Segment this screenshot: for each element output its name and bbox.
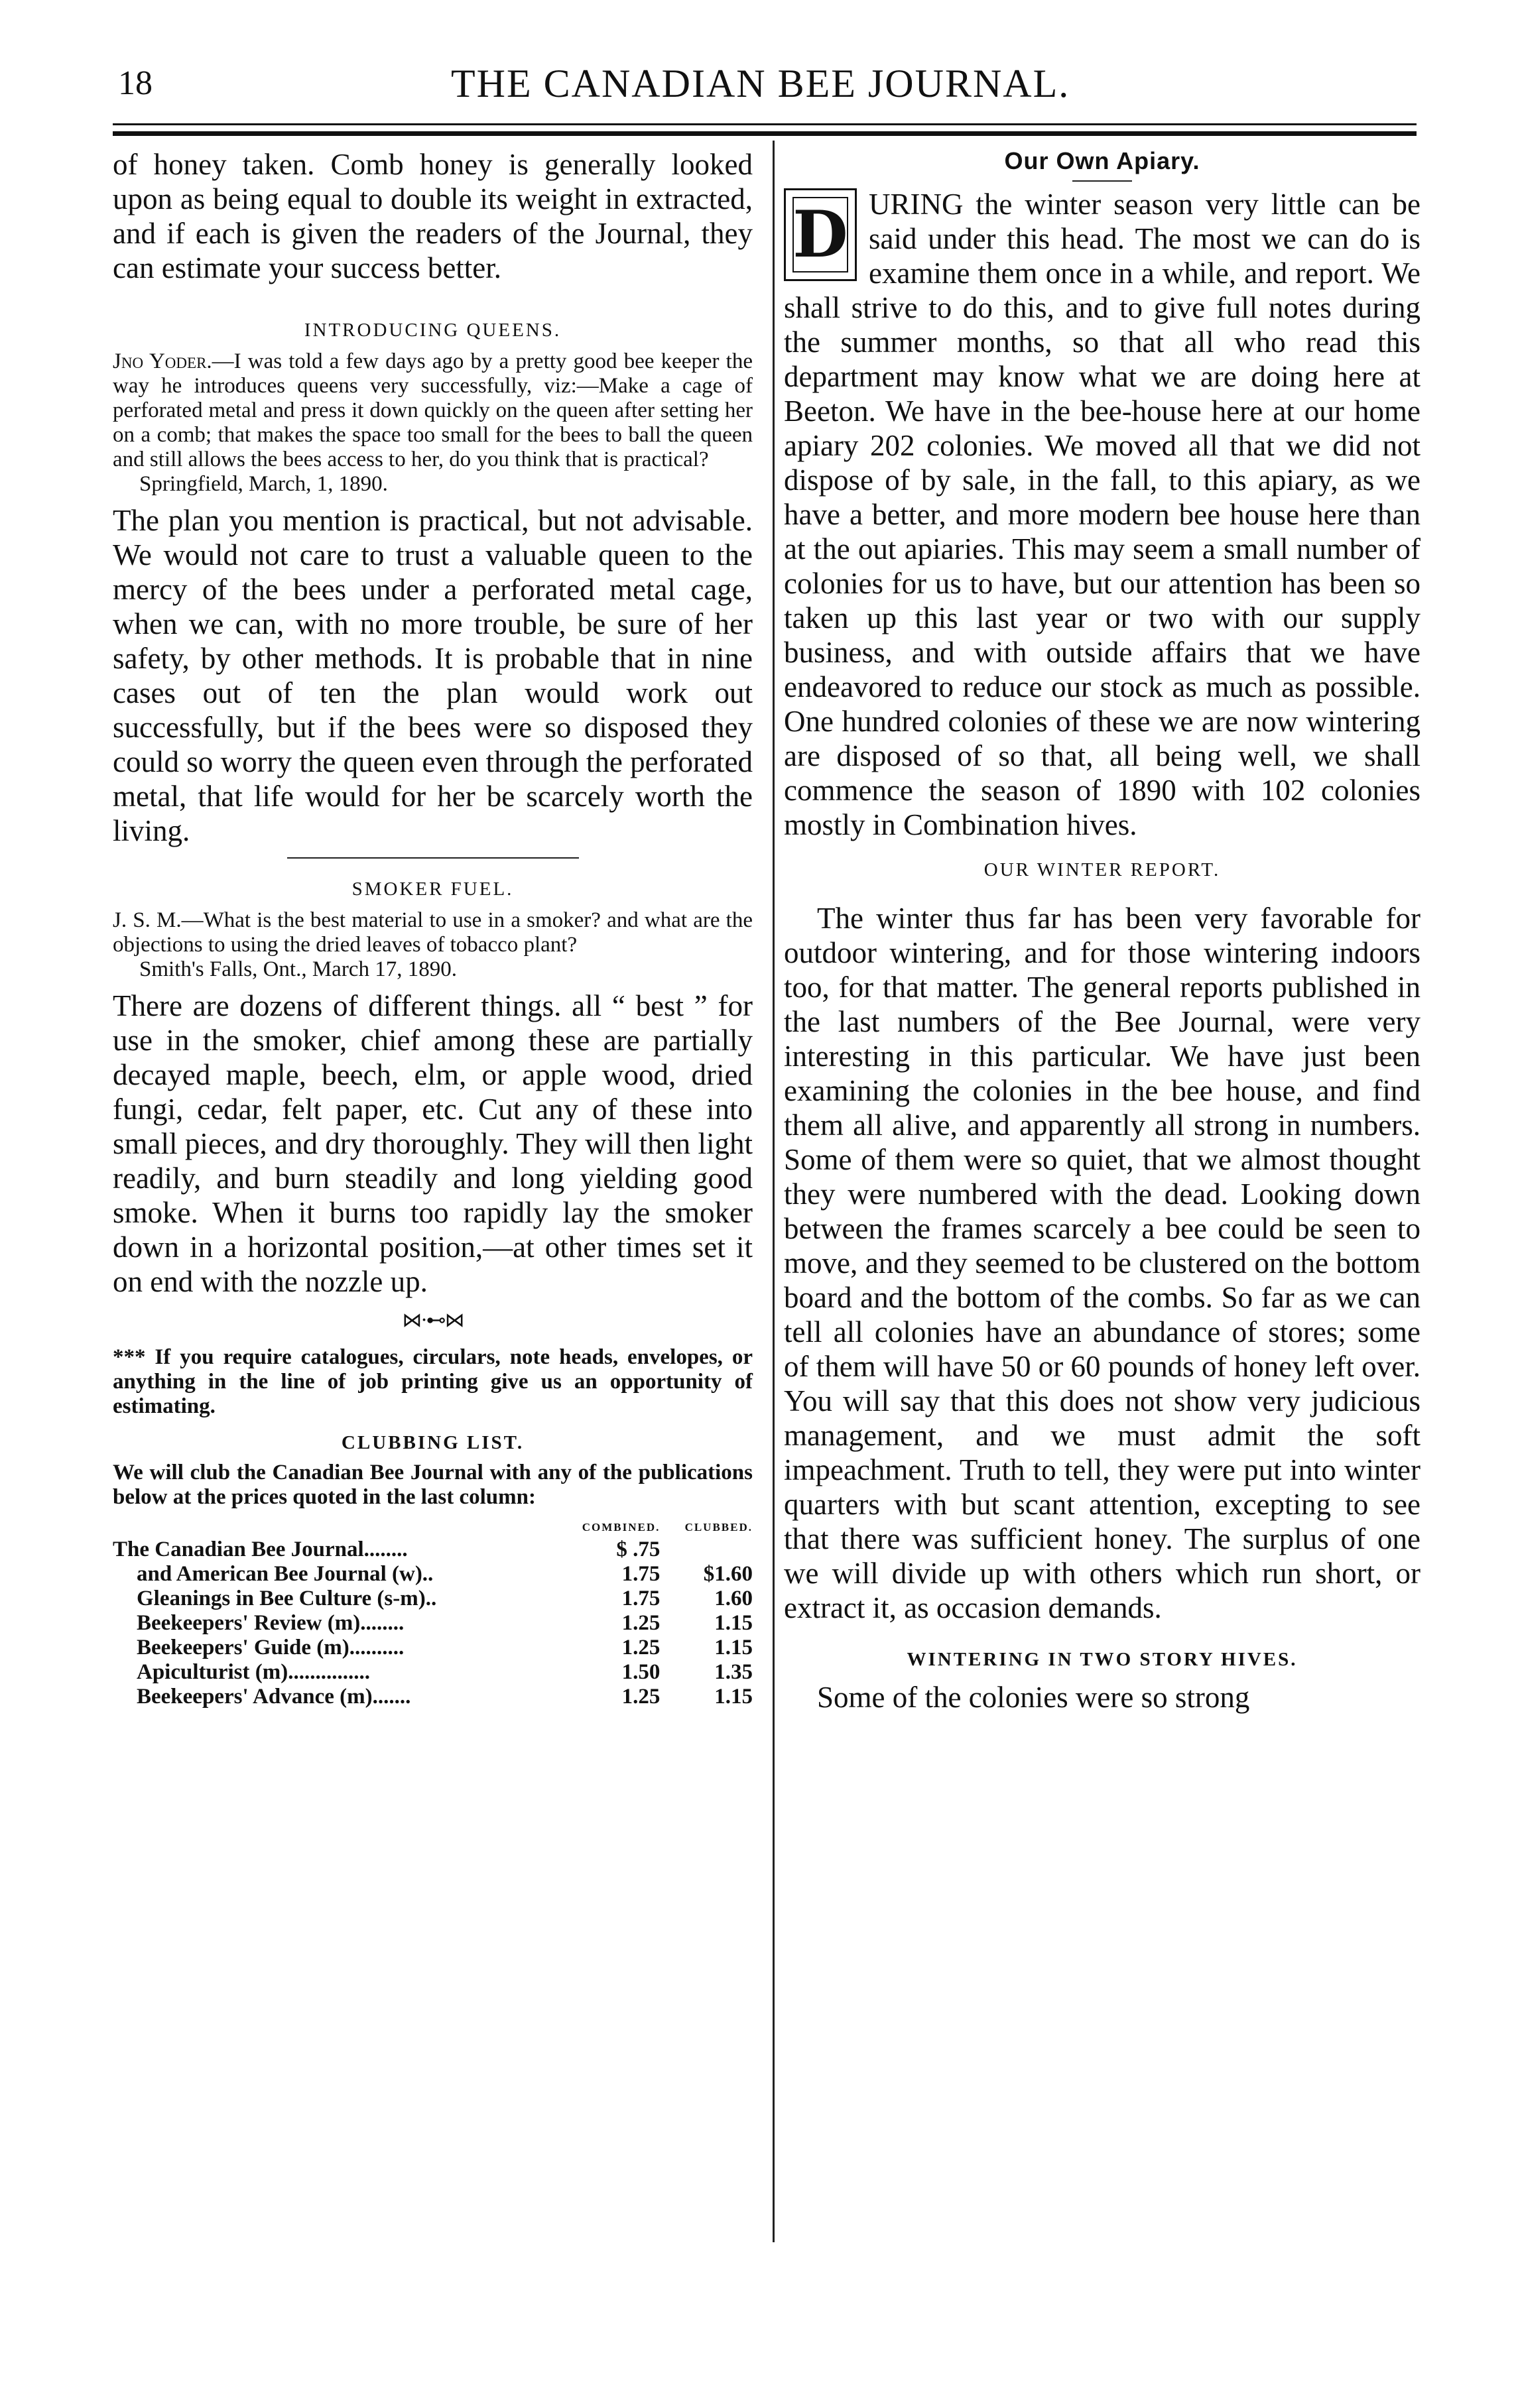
left-column <box>113 147 753 1709</box>
intro-paragraph: of honey taken. Comb honey is generally looked upon as being equal to double its weight in extracted, and if each is given the readers of the Journal, they can estimate your success better. <box>113 148 753 284</box>
clubbing-intro: We will club the Canadian Bee Journal with any of the publications below at the prices quoted in the last column: <box>113 1461 753 1509</box>
header-rule <box>113 123 1417 125</box>
combined-price: 1.25 <box>621 1636 661 1659</box>
two-story-hives-heading: WINTERING IN TWO STORY HIVES. <box>907 1649 1298 1670</box>
printing-notice: *** If you require catalogues, circulars, note heads, envelopes, or anything in the line of job printing give us an opportunity of estimating. <box>113 1345 753 1418</box>
apiary-paragraph: URING the winter season very little can be said under this head. The most we can do is examine them once in a while, and report. We shall strive to do this, and to give full notes during the summer months, so that all who read this department may know what we are doing here at Beeton. We have in the bee-house here at our home apiary 202 colonies. We moved all that we did not dispose of by sale, in the fall, to this apiary, as we have a better, and more modern bee house here than at the out apiaries. This may seem a small number of colonies for us to have, but our attention has been so taken up this last year or two with our supply business, and with outside affairs that we have endeavored to reduce our stock as much as possible. One hundred colonies of these we are now wintering are disposed of so that, all being well, we shall commence the season of 1890 with 102 colonies mostly in Combination hives. <box>784 188 1421 841</box>
column-divider <box>773 141 775 2242</box>
table-row <box>113 1587 753 1611</box>
combined-price: 1.75 <box>621 1587 661 1610</box>
table-row <box>113 1660 753 1685</box>
winter-report-paragraph: The winter thus far has been very favorable for outdoor wintering, and for those wintering indoors too, for that matter. The general reports published in the last numbers of the Bee Journal, were very interesting in this particular. We have just been examining the colonies in the bee house, and find them all alive, and apparently all strong in numbers. Some of them were so quiet, that we almost thought they were numbered with the dead. Looking down between the frames scarcely a bee could be seen to move, and they seemed to be clustered on the bottom board and the bottom of the combs. So far as we can tell all colonies have an abundance of stores; some of them will have 50 or 60 pounds of honey left over. You will say that this does not show very judicious management, and we must admit the soft impeachment. Truth to tell, they were put into winter quarters with but scant attention, excepting to see that there was sufficient honey. The surplus of one we will divide up with others which run short, or extract it, as occasion demands. <box>784 902 1421 1624</box>
journal-title: THE CANADIAN BEE JOURNAL. <box>451 62 1070 105</box>
queens-question-text: .—I was told a few days ago by a pretty good bee keeper the way he introduces queens very successfully, viz:—Make a cage of perforated metal and press it down quickly on the queen after setting her on a comb; that makes the space too small for the bees to ball the queen and still allows the bees access to her, do you think that is practical? <box>113 349 753 471</box>
two-story-paragraph: Some of the colonies were so strong <box>817 1681 1250 1714</box>
queens-question <box>113 349 753 472</box>
queens-answer: The plan you mention is practical, but not advisable. We would not care to trust a valuable queen to the mercy of the bees under a perforated metal cage, when we can, with no more trouble, be sure of her safety, by other methods. It is probable that in nine cases out of ten the plan would work out successfully, but if the bees were so disposed they could so worry the queen even through the perforated metal, that life would for her be scarcely worth the living. <box>113 504 753 847</box>
clubbed-price: 1.15 <box>714 1611 753 1635</box>
introducing-queens-heading: INTRODUCING QUEENS. <box>304 320 562 341</box>
combined-price: $ .75 <box>616 1537 661 1561</box>
page-number: 18 <box>118 64 153 102</box>
right-column <box>784 147 1421 1715</box>
smoker-fuel-heading: SMOKER FUEL. <box>351 878 514 900</box>
smoker-question: J. S. M.—What is the best material to use in a smoker? and what are the objections to using the dried leaves of tobacco plant? <box>113 908 753 957</box>
publication-name: Gleanings in Bee Culture (s-m).. <box>137 1587 437 1610</box>
combined-price: 1.25 <box>621 1611 661 1635</box>
ornamental-divider: ⋈⋅⊷⋈ <box>402 1309 464 1332</box>
queens-place-date: Springfield, March, 1, 1890. <box>139 472 388 496</box>
table-row <box>113 1611 753 1636</box>
clubbing-name-header <box>113 1518 554 1537</box>
table-row <box>113 1537 753 1562</box>
clubbed-price: $1.60 <box>703 1562 753 1586</box>
publication-name: The Canadian Bee Journal........ <box>113 1537 408 1561</box>
clubbing-header-row <box>113 1518 753 1537</box>
drop-cap <box>784 188 857 281</box>
combined-price: 1.25 <box>621 1685 661 1709</box>
page-header <box>0 0 1516 146</box>
clubbed-header: CLUBBED. <box>684 1521 753 1534</box>
clubbed-price: 1.60 <box>714 1587 753 1610</box>
apiary-section <box>784 187 1421 842</box>
combined-price: 1.50 <box>621 1660 661 1684</box>
header-double-rule <box>113 131 1417 136</box>
table-row <box>113 1685 753 1709</box>
table-row <box>113 1636 753 1660</box>
clubbed-price: 1.35 <box>714 1660 753 1684</box>
table-row <box>113 1562 753 1587</box>
combined-header: COMBINED. <box>582 1521 661 1534</box>
combined-price: 1.75 <box>621 1562 661 1586</box>
publication-name: Beekeepers' Review (m)........ <box>137 1611 405 1635</box>
publication-name: Beekeepers' Advance (m)....... <box>137 1685 411 1709</box>
clubbing-list-heading: CLUBBING LIST. <box>341 1432 525 1453</box>
publication-name: Apiculturist (m)............... <box>137 1660 370 1684</box>
our-own-apiary-title: Our Own Apiary. <box>1004 147 1200 174</box>
winter-report-heading: OUR WINTER REPORT. <box>983 859 1221 880</box>
smoker-place-date: Smith's Falls, Ont., March 17, 1890. <box>139 957 457 981</box>
clubbing-table <box>113 1518 753 1709</box>
publication-name: Beekeepers' Guide (m).......... <box>137 1636 405 1659</box>
publication-name: and American Bee Journal (w).. <box>137 1562 434 1586</box>
smoker-answer: There are dozens of different things. all “ best ” for use in the smoker, chief among these are partially decayed maple, beech, elm, or apple wood, dried fungi, cedar, felt paper, etc. Cut any of these into small pieces, and dry thoroughly. They will then light readily, and burn steadily and long yielding good smoke. When it burns too rapidly lay the smoker down in a horizontal position,—at other times set it on end with the nozzle up. <box>113 989 753 1298</box>
drop-cap-letter: D <box>792 197 848 272</box>
queens-author: Jno Yoder <box>113 349 207 373</box>
clubbed-price <box>660 1537 753 1562</box>
clubbed-price: 1.15 <box>714 1685 753 1709</box>
clubbed-price: 1.15 <box>714 1636 753 1659</box>
